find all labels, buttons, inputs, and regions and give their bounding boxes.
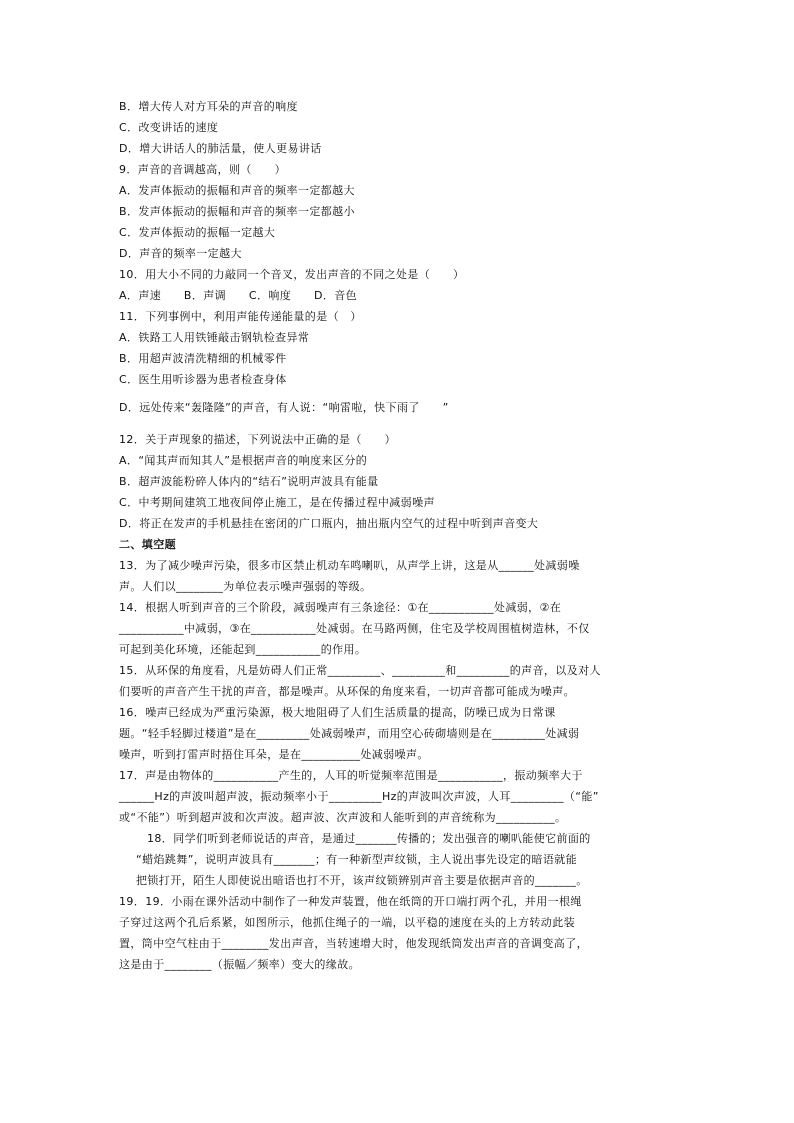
option-line: C．发声体振动的振幅一定越大 bbox=[119, 226, 276, 239]
question-15: 15．从环保的角度看，凡是妨碍人们正常_________、_________和_________的声音，以及对人 bbox=[119, 664, 601, 677]
section-heading: 二、填空题 bbox=[119, 538, 176, 551]
option-line: B．增大传人对方耳朵的声音的响度 bbox=[119, 100, 298, 113]
question-18: 18．同学们听到老师说话的声音，是通过_______传播的；发出强音的喇叭能使它前面的 bbox=[147, 832, 591, 845]
text-line: 或“不能”）听到超声波和次声波。超声波、次声波和人能听到的声音统称为__________。 bbox=[119, 811, 567, 824]
option-line: D．增大讲话人的肺活量，使人更易讲话 bbox=[119, 142, 322, 155]
question-9: 9．声音的音调越高，则（ ） bbox=[119, 163, 286, 176]
text-line: 把锁打开，陌生人即使说出暗语也打不开，该声纹锁辨别声音主要是依据声音的_______。 bbox=[136, 874, 588, 887]
option-line: A．发声体振动的振幅和声音的频率一定都越大 bbox=[119, 184, 355, 197]
option-line: A．声速 B．声调 C．响度 D．音色 bbox=[119, 289, 358, 302]
option-line: D．声音的频率一定越大 bbox=[119, 247, 242, 260]
question-19: 19．19．小雨在课外活动中制作了一种发声装置，他在纸筒的开口端打两个孔，并用一根绳 bbox=[119, 895, 582, 908]
question-16: 16．噪声已经成为严重污染源，极大地阻碍了人们生活质量的提高，防噪已成为日常课 bbox=[119, 706, 556, 719]
option-line: C．中考期间建筑工地夜间停止施工，是在传播过程中减弱噪声 bbox=[119, 496, 435, 509]
text-line: 子穿过这两个孔后系紧，如图所示，他抓住绳子的一端，以平稳的速度在头的上方转动此装 bbox=[119, 916, 575, 929]
option-line: D．远处传来“轰隆隆”的声音，有人说：“响雷啦，快下雨了 ” bbox=[119, 401, 449, 414]
option-line: A．“闻其声而知其人”是根据声音的响度来区分的 bbox=[119, 454, 368, 467]
text-line: 声。人们以________为单位表示噪声强弱的等级。 bbox=[119, 580, 372, 593]
question-13: 13．为了减少噪声污染，很多市区禁止机动车鸣喇叭，从声学上讲，这是从______处减弱噪 bbox=[119, 559, 580, 572]
option-line: D．将正在发声的手机悬挂在密闭的广口瓶内，抽出瓶内空气的过程中听到声音变大 bbox=[119, 517, 539, 530]
text-line: “蜡焰跳舞”，说明声波具有_______；有一种新型声纹锁，主人说出事先设定的暗语就能 bbox=[136, 853, 578, 866]
question-14: 14．根据人听到声音的三个阶段，减弱噪声有三条途径：①在___________处减弱，②在 bbox=[119, 601, 562, 614]
text-line: 们要听的声音产生干扰的声音，都是噪声。从环保的角度来看，一切声音都可能成为噪声。 bbox=[119, 685, 575, 698]
text-line: 这是由于________（振幅／频率）变大的缘故。 bbox=[119, 958, 360, 971]
question-12: 12．关于声现象的描述，下列说法中正确的是（ ） bbox=[119, 433, 396, 446]
text-line: ______Hz的声波叫超声波，振动频率小于_________Hz的声波叫次声波，人耳_________（“能” bbox=[119, 790, 599, 803]
text-line: 置，筒中空气柱由于________发出声音，当转速增大时，他发现纸筒发出声音的音调变高了， bbox=[119, 937, 588, 950]
text-line: 题。“轻手轻脚过楼道”是在_________处减弱噪声，而用空心砖砌墙则是在_________处减弱 bbox=[119, 727, 580, 740]
question-11: 11．下列事例中，利用声能传递能量的是（ ） bbox=[119, 310, 362, 323]
option-line: A．铁路工人用铁锤敲击钢轨检查异常 bbox=[119, 331, 310, 344]
text-line: 噪声，听到打雷声时捂住耳朵，是在__________处减弱噪声。 bbox=[119, 748, 429, 761]
option-line: B．发声体振动的振幅和声音的频率一定都越小 bbox=[119, 205, 355, 218]
option-line: C．医生用听诊器为患者检查身体 bbox=[119, 373, 287, 386]
option-line: B．用超声波清洗精细的机械零件 bbox=[119, 352, 287, 365]
text-line: ___________中减弱，③在___________处减弱。在马路两侧，住宅及学校周围植树造林，不仅 bbox=[119, 622, 590, 635]
option-line: B．超声波能粉碎人体内的“结石”说明声波具有能量 bbox=[119, 475, 379, 488]
question-17: 17．声是由物体的___________产生的，人耳的听觉频率范围是___________，振动频率大于 bbox=[119, 769, 583, 782]
question-10: 10．用大小不同的力敲同一个音叉，发出声音的不同之处是（ ） bbox=[119, 268, 465, 281]
text-line: 可起到美化环境，还能起到___________的作用。 bbox=[119, 643, 367, 656]
option-line: C．改变讲话的速度 bbox=[119, 121, 219, 134]
